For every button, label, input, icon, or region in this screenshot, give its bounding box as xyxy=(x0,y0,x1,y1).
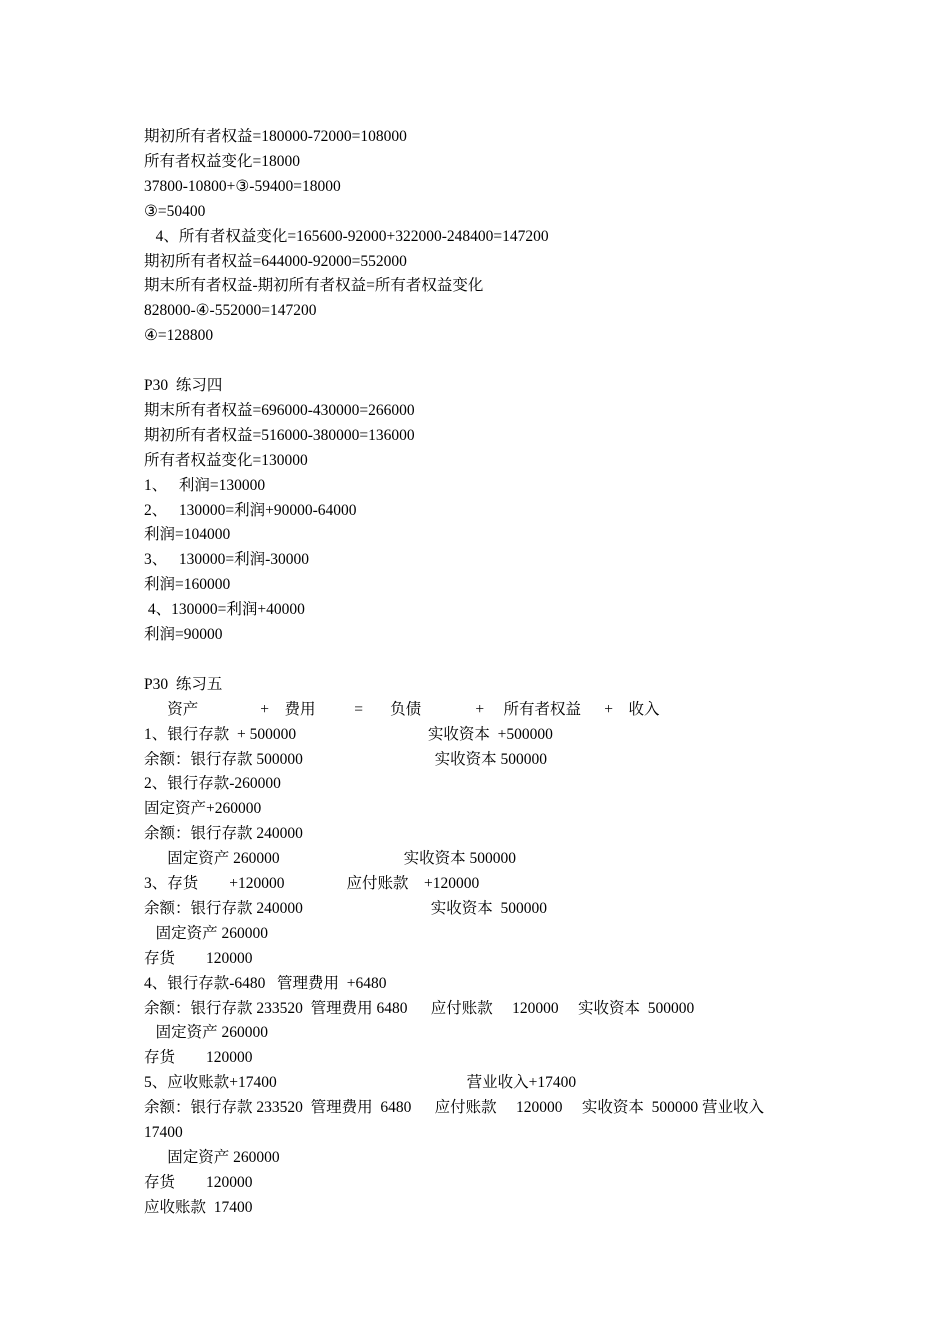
text-line: 1、银行存款 + 500000 实收资本 +500000 xyxy=(144,725,553,743)
text-line: 828000-④-552000=147200 xyxy=(144,302,317,320)
text-line: 余额：银行存款 500000 实收资本 500000 xyxy=(144,750,548,768)
text-line: 存货 120000 xyxy=(144,1049,253,1067)
text-line: ③=50400 xyxy=(144,202,206,220)
text-line: 固定资产+260000 xyxy=(144,800,262,818)
text-line: P30 练习四 xyxy=(144,377,223,394)
text-line: 4、银行存款-6480 管理费用 +6480 xyxy=(144,974,387,992)
text-line: 37800-10800+③-59400=18000 xyxy=(144,177,341,195)
text-line: 余额：银行存款 240000 xyxy=(144,825,303,843)
text-line: 利润=90000 xyxy=(144,626,223,643)
text-line: 余额：银行存款 240000 实收资本 500000 xyxy=(144,899,548,917)
text-line: 期末所有者权益-期初所有者权益=所有者权益变化 xyxy=(144,277,484,295)
text-line: 固定资产 260000 实收资本 500000 xyxy=(144,850,517,868)
text-line: 余额：银行存款 233520 管理费用 6480 应付账款 120000 实收资本 500000 营业收入 xyxy=(144,1099,765,1117)
text-line: P30 练习五 xyxy=(144,675,223,693)
text-line: ④=128800 xyxy=(144,327,214,345)
text-line: 4、130000=利润+40000 xyxy=(144,601,305,619)
text-line: 2、银行存款-260000 xyxy=(144,775,281,793)
text-line: 利润=160000 xyxy=(144,576,231,594)
text-line: 存货 120000 xyxy=(144,949,253,967)
text-line: 17400 xyxy=(144,1124,183,1141)
text-line: 期初所有者权益=516000-380000=136000 xyxy=(144,426,415,444)
text-line: 1、 利润=130000 xyxy=(144,476,266,494)
text-line: 固定资产 260000 xyxy=(144,1148,280,1166)
text-line: 5、应收账款+17400 营业收入+17400 xyxy=(144,1074,577,1092)
text-line: 利润=104000 xyxy=(144,526,231,544)
text-line: 应收账款 17400 xyxy=(144,1198,253,1216)
text-line: 3、存货 +120000 应付账款 +120000 xyxy=(144,875,480,892)
text-line: 固定资产 260000 xyxy=(144,1024,269,1042)
text-line: 固定资产 260000 xyxy=(144,924,269,942)
text-line: 3、 130000=利润-30000 xyxy=(144,551,310,569)
text-line: 2、 130000=利润+90000-64000 xyxy=(144,501,357,519)
text-line: 期初所有者权益=644000-92000=552000 xyxy=(144,252,407,270)
text-line: 期初所有者权益=180000-72000=108000 xyxy=(144,128,407,145)
text-line: 4、所有者权益变化=165600-92000+322000-248400=147200 xyxy=(144,227,549,245)
text-line: 所有者权益变化=18000 xyxy=(144,152,300,170)
text-line: 余额：银行存款 233520 管理费用 6480 应付账款 120000 实收资本 500000 xyxy=(144,999,695,1017)
text-line: 资产 + 费用 = 负债 + 所有者权益 + 收入 xyxy=(144,700,660,718)
text-line: 存货 120000 xyxy=(144,1173,253,1191)
text-line: 所有者权益变化=130000 xyxy=(144,451,308,469)
text-line: 期末所有者权益=696000-430000=266000 xyxy=(144,401,415,419)
